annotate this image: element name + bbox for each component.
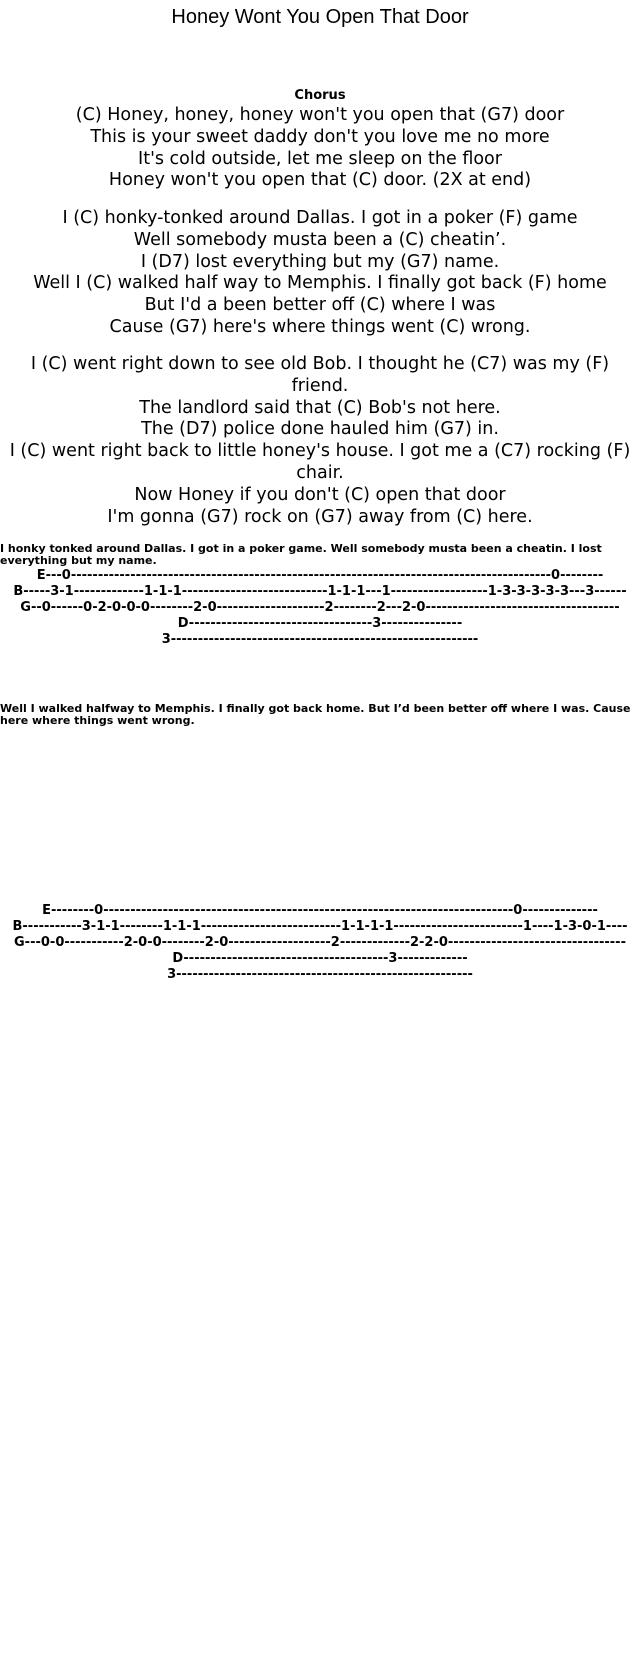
tab-line: E--------0----------------------------------------------------------------------------0-------------- — [42, 903, 598, 918]
tab-line: D----------------------------------3--------------- — [177, 616, 463, 631]
tab-line: B-----------3-1-1--------1-1-1--------------------------1-1-1-1------------------------1----1-3-0-1---- — [12, 919, 628, 934]
lyric-line: Well somebody musta been a (C) cheatin’. — [133, 229, 507, 250]
tab-line: E---0-----------------------------------------------------------------------------------------0-------- — [36, 568, 604, 583]
tab-line: G--0------0-2-0-0-0--------2-0--------------------2--------2---2-0------------------------------------ — [20, 600, 620, 615]
lyric-line: I (C) honky-tonked around Dallas. I got in a poker (F) game — [62, 208, 578, 228]
lyric-line: I (C) went right back to little honey's house. I got me a (C7) rocking (F) chair. — [9, 441, 631, 483]
lyric-line: I (D7) lost everything but my (G7) name. — [140, 251, 500, 272]
lyric-line: The landlord said that (C) Bob's not here. — [139, 397, 501, 418]
chorus-lyrics — [0, 105, 640, 192]
lyric-line: Now Honey if you don't (C) open that door — [134, 484, 506, 505]
lyric-line: This is your sweet daddy don't you love me no more — [90, 126, 550, 147]
verse-1-lyrics — [0, 208, 640, 339]
chorus-heading: Chorus — [294, 88, 346, 103]
lyric-line: (C) Honey, honey, honey won't you open that (G7) door — [75, 105, 565, 125]
lyric-line: Cause (G7) here's where things went (C) wrong. — [109, 316, 531, 337]
lyric-line: It's cold outside, let me sleep on the floor — [138, 148, 502, 169]
lyric-line: I'm gonna (G7) rock on (G7) away from (C) here. — [107, 506, 533, 527]
guitar-tab-2 — [0, 903, 640, 983]
tab-line: 3--------------------------------------------------------- — [161, 632, 479, 647]
tab-line: B-----3-1-------------1-1-1---------------------------1-1-1---1------------------1-3-3-3-3-3---3------ — [13, 584, 627, 599]
lyric-line: Well I (C) walked half way to Memphis. I finally got back (F) home — [33, 273, 607, 294]
verse-2-lyrics — [0, 354, 640, 528]
tab-line: G---0-0-----------2-0-0--------2-0-------------------2-------------2-2-0--------------------------------- — [14, 935, 626, 950]
lyric-line: But I'd a been better off (C) where I was — [144, 295, 496, 316]
lyric-line: Honey won't you open that (C) door. (2X at end) — [108, 170, 532, 191]
tab-line: D--------------------------------------3------------- — [172, 951, 468, 966]
tab-2-lyric-note: Well I walked halfway to Memphis. I finally got back home. But I’d been better off where I was. Cause here where things went wrong. — [0, 702, 631, 727]
tab-1-lyric-note: I honky tonked around Dallas. I got in a poker game. Well somebody musta been a cheatin. I lost everything but my name. — [0, 542, 602, 567]
lyric-line: The (D7) police done hauled him (G7) in. — [141, 419, 499, 440]
song-title: Honey Wont You Open That Door — [171, 6, 469, 28]
guitar-tab-1 — [0, 568, 640, 648]
tab-line: 3------------------------------------------------------- — [167, 967, 473, 982]
lyric-line: I (C) went right down to see old Bob. I thought he (C7) was my (F) friend. — [30, 354, 610, 396]
